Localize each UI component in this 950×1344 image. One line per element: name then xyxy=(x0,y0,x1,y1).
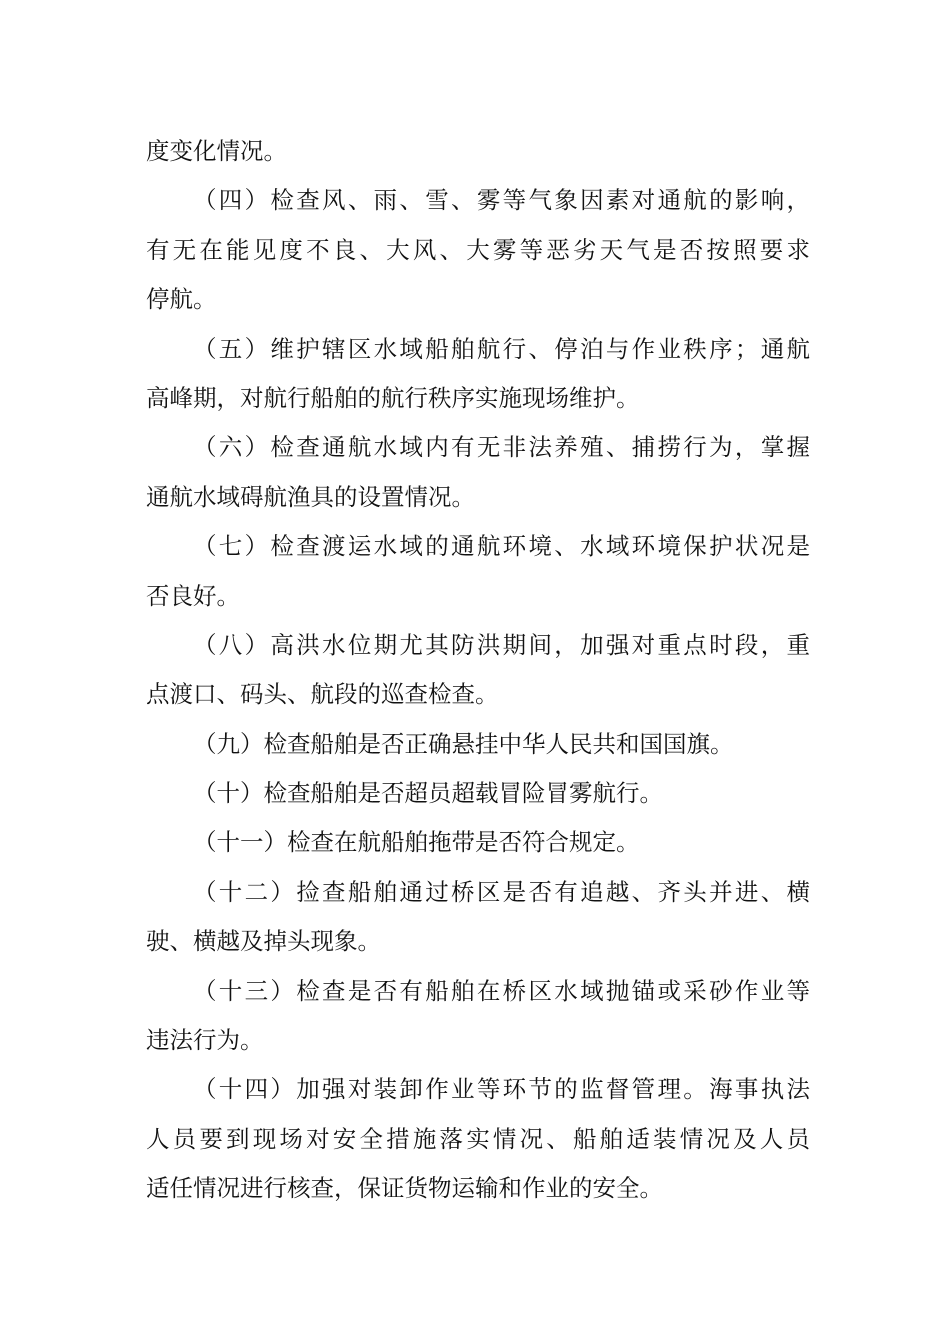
paragraph-7-line-1: （七）检查渡运水域的通航环境、水域环境保护状况是 xyxy=(193,532,810,561)
paragraph-13-line-1: （十三）检查是否有船舶在桥区水域抛锚或采砂作业等 xyxy=(193,976,810,1005)
paragraph-13-line-2: 违法行为。 xyxy=(146,1026,264,1055)
paragraph-12-line-1: （十二）捡查船舶通过桥区是否有追越、齐头并进、横 xyxy=(193,877,810,906)
paragraph-5-line-1: （五）维护辖区水域船舶航行、停泊与作业秩序；通航 xyxy=(193,334,810,363)
paragraph-14-line-3: 适任情况进行核查，保证货物运输和作业的安全。 xyxy=(146,1174,663,1203)
paragraph-6-line-2: 通航水域碍航渔具的设置情况。 xyxy=(146,482,475,511)
paragraph-4-line-2: 有无在能见度不良、大风、大雾等恶劣天气是否按照要求 xyxy=(146,235,810,264)
paragraph-5-line-2: 高峰期，对航行船舶的航行秩序实施现场维护。 xyxy=(146,383,640,412)
document-body xyxy=(146,127,810,1214)
paragraph-8-line-2: 点渡口、码头、航段的巡查检查。 xyxy=(146,680,499,709)
paragraph-7-line-2: 否良好。 xyxy=(146,581,240,610)
paragraph-9-line-1: （九）检查船舶是否正确悬挂中华人民共和国国旗。 xyxy=(193,729,734,758)
paragraph-12-line-2: 驶、横越及掉头现象。 xyxy=(146,927,381,956)
paragraph-6-line-1: （六）检查通航水域内有无非法养殖、捕捞行为，掌握 xyxy=(193,433,810,462)
paragraph-10-line-1: （十）检查船舶是否超员超载冒险冒雾航行。 xyxy=(193,779,663,808)
paragraph-14-line-1: （十四）加强对装卸作业等环节的监督管理。海事执法 xyxy=(193,1075,810,1104)
paragraph-11-line-1: （十一）检查在航船舶拖带是否符合规定。 xyxy=(193,828,640,857)
paragraph-8-line-1: （八）高洪水位期尤其防洪期间，加强对重点时段，重 xyxy=(193,630,810,659)
paragraph-14-line-2: 人员要到现场对安全措施落实情况、船舶适装情况及人员 xyxy=(146,1124,810,1153)
paragraph-4-line-1: （四）检查风、雨、雪、雾等气象因素对通航的影响， xyxy=(193,186,810,215)
paragraph-4-line-3: 停航。 xyxy=(146,285,217,314)
text-line: 度变化情况。 xyxy=(146,137,287,165)
